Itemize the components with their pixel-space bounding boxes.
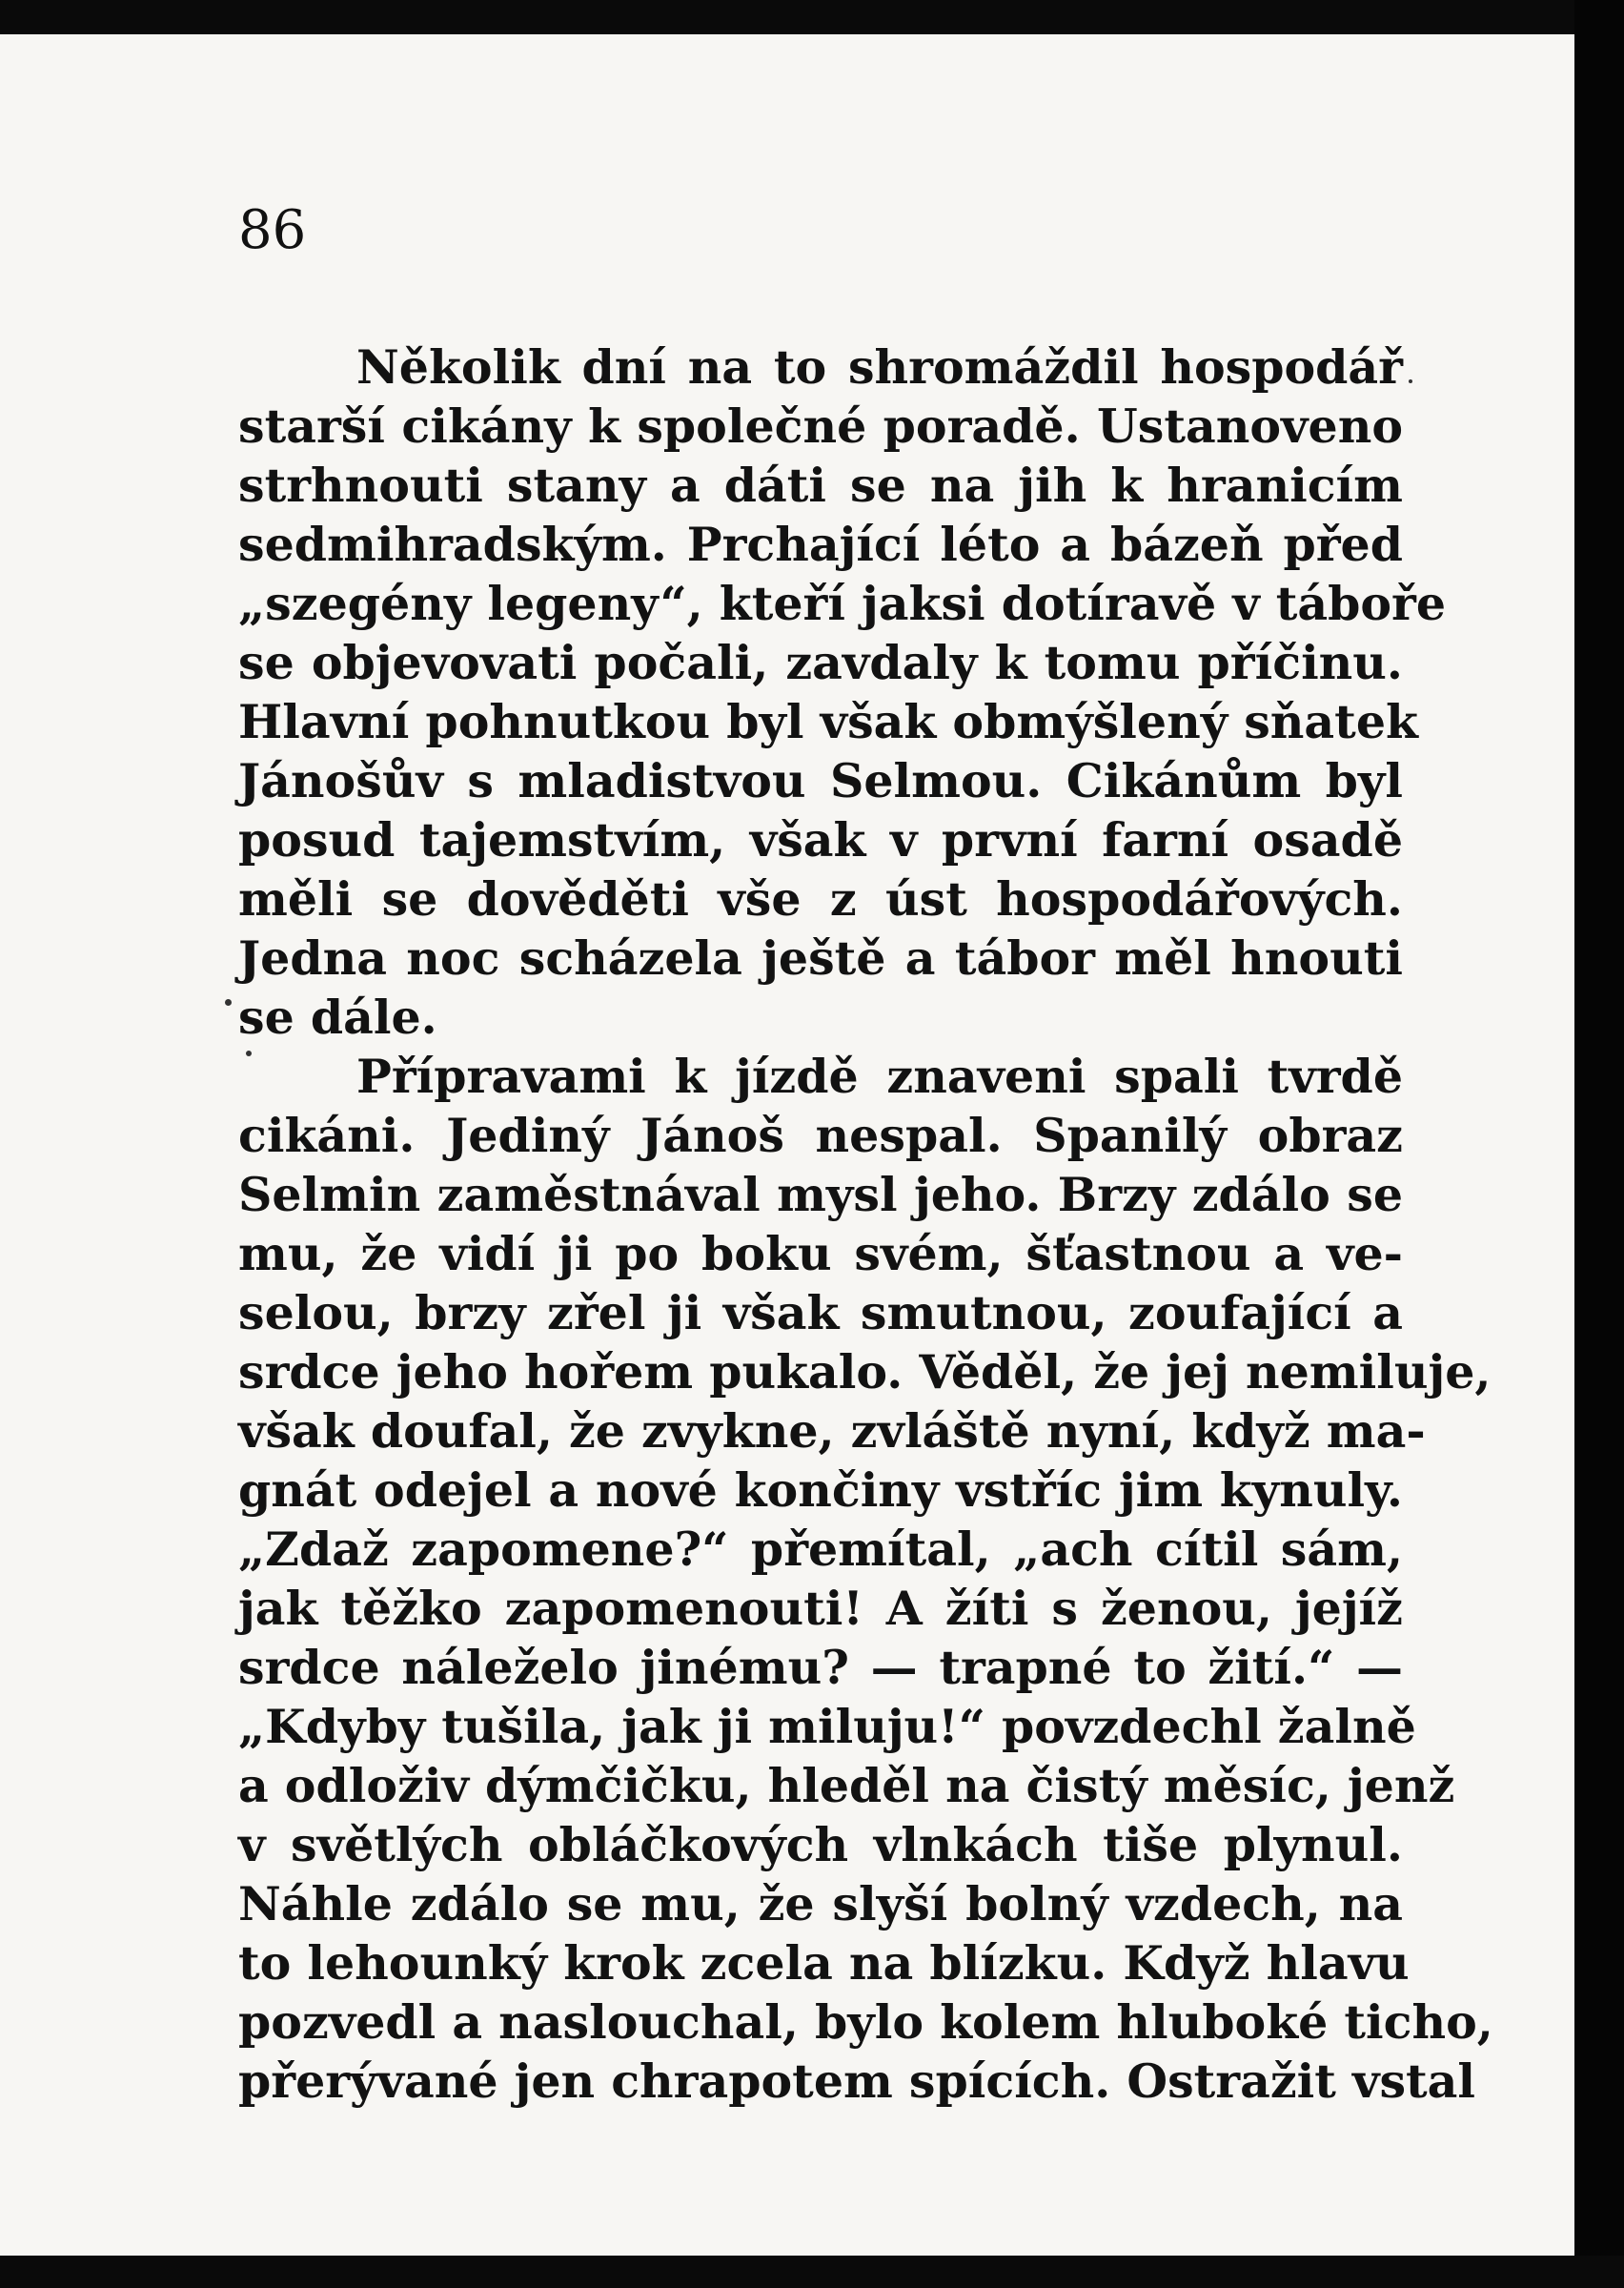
- text-line: se dále.: [238, 990, 437, 1045]
- text-line: však doufal, že zvykne, zvláště nyní, když ma-: [238, 1403, 1426, 1459]
- text-line: „Zdaž zapomene?“ přemítal, „ach cítil sám,: [238, 1522, 1403, 1577]
- text-line: Selmin zaměstnával mysl jeho. Brzy zdálo se: [238, 1167, 1403, 1222]
- text-line: srdce náleželo jinému? — trapné to žití.“ —: [238, 1640, 1403, 1695]
- scan-speck: [225, 999, 232, 1006]
- text-line: „szegény legeny“, kteří jaksi dotíravě v táboře: [238, 576, 1447, 631]
- text-line: v světlých obláčkových vlnkách tiše plynul.: [238, 1817, 1403, 1872]
- scan-border-bottom: [0, 2256, 1624, 2288]
- text-line: cikáni. Jediný Jánoš nespal. Spanilý obraz: [238, 1108, 1403, 1163]
- text-line: měli se dověděti vše z úst hospodářových.: [238, 871, 1403, 927]
- text-line: Jánošův s mladistvou Selmou. Cikánům byl: [238, 753, 1403, 808]
- text-line: to lehounký krok zcela na blízku. Když hlavu: [238, 1935, 1410, 1991]
- text-line: Jedna noc scházela ještě a tábor měl hnouti: [238, 930, 1403, 986]
- text-line: přerývané jen chrapotem spících. Ostražit vstal: [238, 2053, 1476, 2109]
- scan-border-right: [1574, 0, 1624, 2288]
- text-line: jak těžko zapomenouti! A žíti s ženou, jejíž: [238, 1581, 1403, 1636]
- page-number: 86: [238, 199, 307, 261]
- text-line: pozvedl a naslouchal, bylo kolem hluboké ticho,: [238, 1994, 1493, 2050]
- book-page: [0, 34, 1574, 2256]
- scan-border-top: [0, 0, 1624, 34]
- text-line: Náhle zdálo se mu, že slyší bolný vzdech, na: [238, 1876, 1403, 1931]
- text-line: srdce jeho hořem pukalo. Věděl, že jej nemiluje,: [238, 1344, 1492, 1399]
- scan-speck: [246, 1051, 252, 1056]
- text-line: mu, že vidí ji po boku svém, šťastnou a ve-: [238, 1226, 1403, 1281]
- text-line: se objevovati počali, zavdaly k tomu příčinu.: [238, 635, 1403, 690]
- text-line: strhnouti stany a dáti se na jih k hranicím: [238, 458, 1403, 513]
- text-line: starší cikány k společné poradě. Ustanoveno: [238, 398, 1403, 454]
- text-line: Několik dní na to shromáždil hospodář: [356, 339, 1403, 395]
- text-line: a odloživ dýmčičku, hleděl na čistý měsíc, jenž: [238, 1758, 1455, 1813]
- text-line: selou, brzy zřel ji však smutnou, zoufající a: [238, 1285, 1403, 1340]
- body-text: [238, 337, 1493, 2111]
- text-line: gnát odejel a nové končiny vstříc jim kynuly.: [238, 1462, 1403, 1518]
- text-line: sedmihradským. Prchající léto a bázeň před: [238, 517, 1403, 572]
- text-line: „Kdyby tušila, jak ji miluju!“ povzdechl žalně: [238, 1699, 1416, 1754]
- text-line: Přípravami k jízdě znaveni spali tvrdě: [356, 1049, 1403, 1104]
- scan-speck: [1409, 379, 1412, 383]
- text-line: posud tajemstvím, však v první farní osadě: [238, 812, 1403, 868]
- text-line: Hlavní pohnutkou byl však obmýšlený sňatek: [238, 694, 1418, 749]
